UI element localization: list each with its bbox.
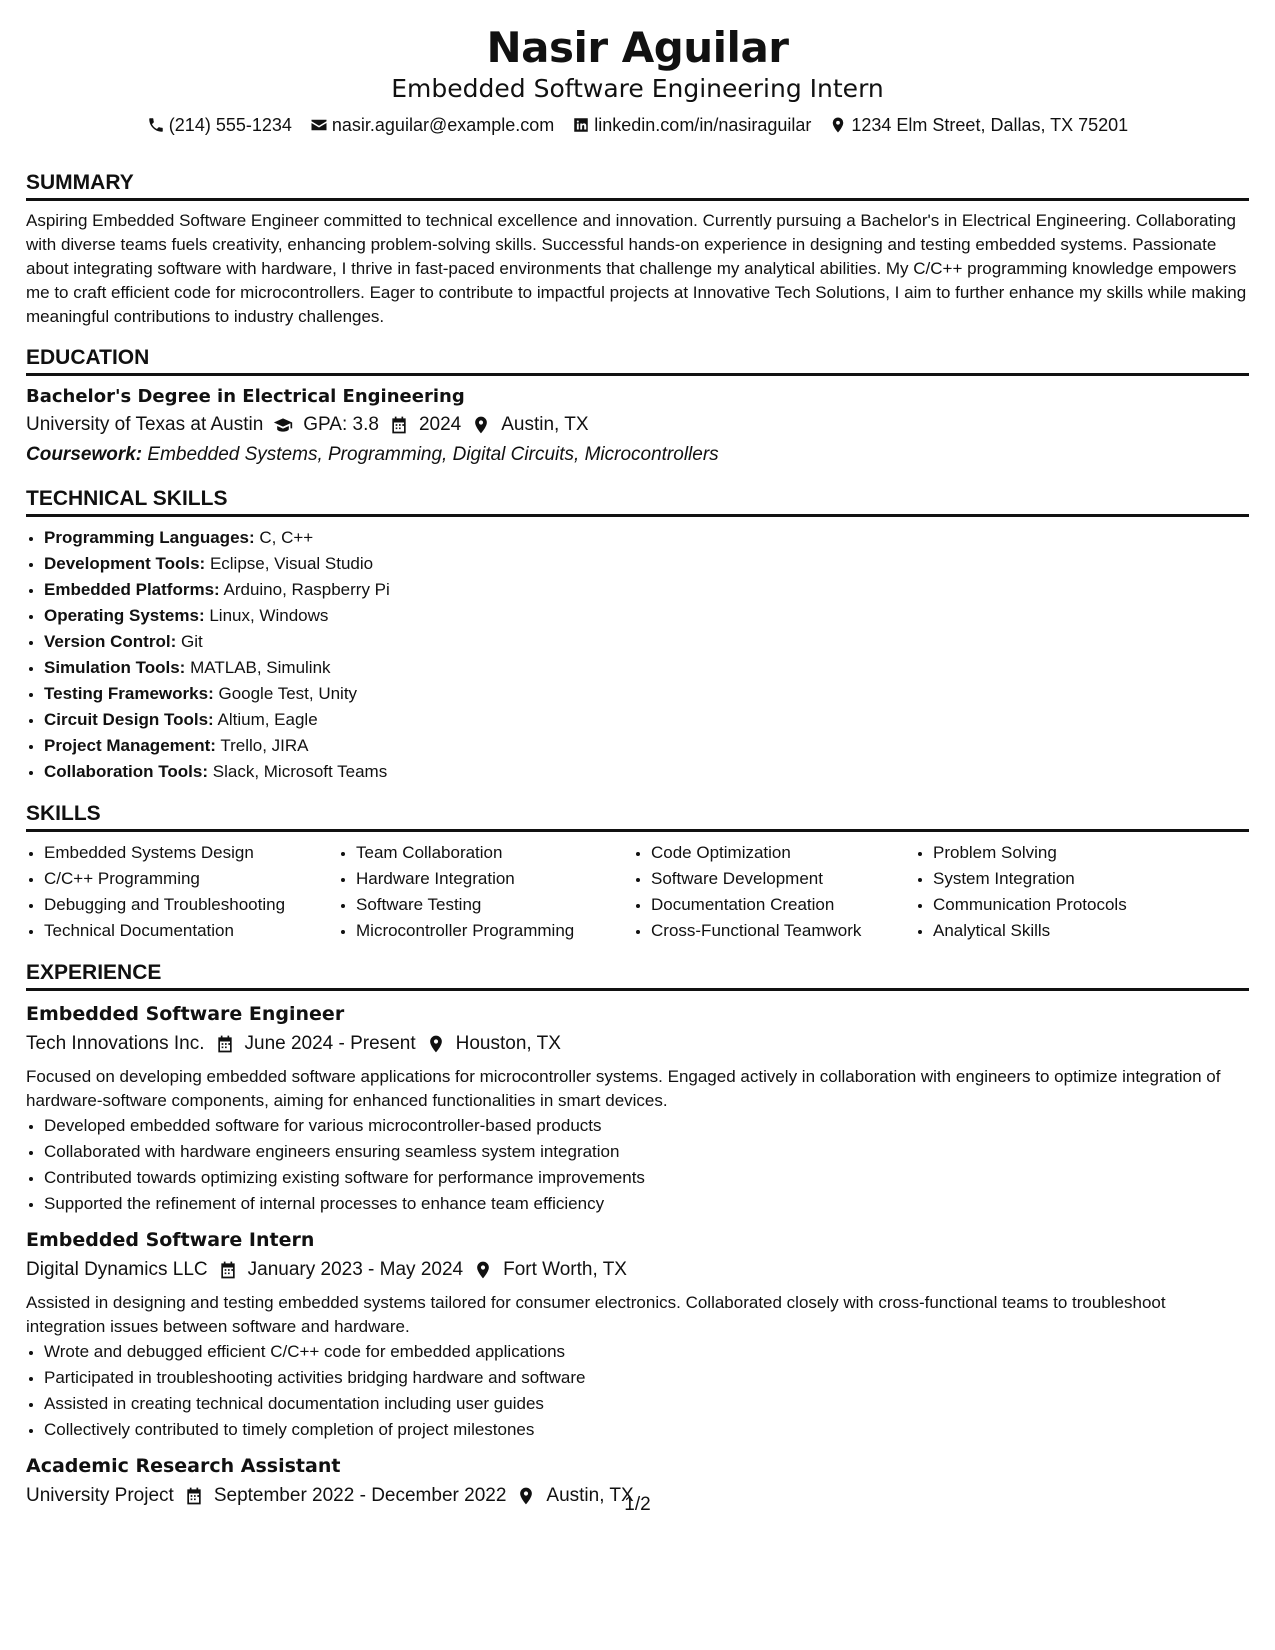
list-item: • Microcontroller Programming [356, 918, 633, 944]
degree-title: Bachelor's Degree in Electrical Engineering [26, 386, 465, 407]
graduation-cap-icon [273, 415, 293, 435]
job-meta [26, 1255, 1249, 1285]
skill-category: Operating Systems: [44, 606, 205, 625]
list-item: • Wrote and debugged efficient C/C++ code for embedded applications [44, 1339, 1249, 1365]
coursework-list: Embedded Systems, Programming, Digital Circuits, Microcontrollers [147, 444, 719, 465]
skill-category: Collaboration Tools: [44, 762, 209, 781]
job-dates: June 2024 - Present [244, 1033, 416, 1054]
list-item: • Participated in troubleshooting activities bridging hardware and software [44, 1365, 1249, 1391]
list-item [44, 707, 1249, 733]
resume-header [26, 22, 1249, 138]
list-item: • Hardware Integration [356, 866, 633, 892]
list-item [44, 629, 1249, 655]
calendar-icon [389, 415, 409, 435]
skills-column [338, 840, 633, 944]
list-item: • Developed embedded software for various microcontroller-based products [44, 1113, 1249, 1139]
job-dates: September 2022 - December 2022 [213, 1485, 507, 1506]
school-name: University of Texas at Austin [26, 414, 264, 435]
company-name: Tech Innovations Inc. [26, 1033, 205, 1054]
skills-heading: SKILLS [26, 799, 1249, 832]
skills-column [633, 840, 915, 944]
envelope-icon [310, 116, 328, 134]
list-item: • Cross-Functional Teamwork [651, 918, 915, 944]
list-item: • C/C++ Programming [44, 866, 338, 892]
skills-column [915, 840, 1233, 944]
skill-values: Google Test, Unity [218, 684, 358, 703]
skill-category: Development Tools: [44, 554, 206, 573]
skill-values: Eclipse, Visual Studio [209, 554, 374, 573]
job-description: Focused on developing embedded software applications for microcontroller systems. Engaged actively in collaboration with engineers to optimize integration of hardware-software components, aiming for enhanced functionalities in smart devices. [26, 1067, 1221, 1110]
skill-category: Embedded Platforms: [44, 580, 220, 599]
graduation-year: 2024 [418, 414, 462, 435]
job-bullets [26, 1339, 1249, 1443]
technical-skills-list [26, 525, 1249, 785]
experience-entry [26, 1225, 1249, 1443]
list-item: • Software Testing [356, 892, 633, 918]
contact-address-text: 1234 Elm Street, Dallas, TX 75201 [851, 115, 1129, 135]
company-name: Digital Dynamics LLC [26, 1259, 208, 1280]
list-item: • Assisted in creating technical documentation including user guides [44, 1391, 1249, 1417]
skills-column [26, 840, 338, 944]
job-bullets [26, 1113, 1249, 1217]
job-description: Assisted in designing and testing embedded systems tailored for consumer electronics. Collaborated closely with cross-functional teams to troubleshoot integration issues between software and hardware. [26, 1293, 1166, 1336]
contact-email[interactable] [310, 112, 554, 138]
skill-category: Simulation Tools: [44, 658, 186, 677]
company-name: University Project [26, 1485, 174, 1506]
job-location: Austin, TX [546, 1485, 634, 1506]
list-item: • Technical Documentation [44, 918, 338, 944]
skill-values: Git [180, 632, 203, 651]
contact-email-text: nasir.aguilar@example.com [331, 115, 555, 135]
list-item: • Problem Solving [933, 840, 1233, 866]
list-item: • Code Optimization [651, 840, 915, 866]
experience-entry [26, 999, 1249, 1217]
job-meta [26, 1029, 1249, 1059]
contact-row [26, 112, 1249, 138]
contact-phone-text: (214) 555-1234 [168, 115, 292, 135]
skill-values: Arduino, Raspberry Pi [223, 580, 390, 599]
list-item: • Debugging and Troubleshooting [44, 892, 338, 918]
list-item [44, 655, 1249, 681]
contact-linkedin[interactable] [572, 112, 811, 138]
skill-category: Testing Frameworks: [44, 684, 214, 703]
experience-section [26, 958, 1249, 1511]
skill-values: Linux, Windows [209, 606, 329, 625]
skill-values: Slack, Microsoft Teams [212, 762, 388, 781]
education-location: Austin, TX [501, 414, 589, 435]
coursework-label: Coursework: [26, 444, 143, 465]
candidate-name: Nasir Aguilar [486, 23, 789, 72]
list-item: • Collaborated with hardware engineers ensuring seamless system integration [44, 1139, 1249, 1165]
list-item: • Software Development [651, 866, 915, 892]
list-item: • Contributed towards optimizing existing software for performance improvements [44, 1165, 1249, 1191]
candidate-title: Embedded Software Engineering Intern [391, 74, 884, 103]
technical-skills-heading: TECHNICAL SKILLS [26, 484, 1249, 517]
map-pin-icon [471, 415, 491, 435]
job-location: Houston, TX [455, 1033, 561, 1054]
list-item: • Communication Protocols [933, 892, 1233, 918]
job-title: Academic Research Assistant [26, 1455, 341, 1477]
job-location: Fort Worth, TX [503, 1259, 627, 1280]
list-item [44, 551, 1249, 577]
contact-linkedin-text: linkedin.com/in/nasiraguilar [594, 115, 812, 135]
list-item: • Team Collaboration [356, 840, 633, 866]
skill-category: Version Control: [44, 632, 177, 651]
summary-text: Aspiring Embedded Software Engineer committed to technical excellence and innovation. Currently pursuing a Bachelor's in Electrical Engineering. Collaborating with diverse teams fuels creativity, enhancing problem-solving skills. Successful hands-on experience in designing and testing embedded systems. Passionate about integrating software with hardware, I thrive in fast-paced environments that challenge my analytical abilities. My C/C++ programming knowledge empowers me to craft efficient code for microcontrollers. Eager to contribute to impactful projects at Innovative Tech Solutions, I aim to further enhance my skills while making meaningful contributions to industry challenges. [26, 211, 1247, 326]
list-item: • Documentation Creation [651, 892, 915, 918]
skills-grid [26, 840, 1249, 944]
education-heading: EDUCATION [26, 343, 1249, 376]
skill-category: Project Management: [44, 736, 216, 755]
skill-values: MATLAB, Simulink [190, 658, 331, 677]
list-item [44, 681, 1249, 707]
page-number: 1/2 [624, 1494, 651, 1515]
gpa-value: GPA: 3.8 [303, 414, 379, 435]
list-item [44, 525, 1249, 551]
calendar-icon [218, 1260, 238, 1280]
list-item [44, 577, 1249, 603]
list-item: • Analytical Skills [933, 918, 1233, 944]
linkedin-icon [572, 116, 590, 134]
skill-values: C, C++ [259, 528, 314, 547]
coursework-line [26, 440, 1249, 470]
map-pin-icon [473, 1260, 493, 1280]
summary-section [26, 168, 1249, 329]
skills-section [26, 799, 1249, 944]
summary-heading: SUMMARY [26, 168, 1249, 201]
contact-phone[interactable] [147, 112, 292, 138]
job-title: Embedded Software Engineer [26, 1003, 345, 1025]
map-pin-icon [829, 116, 847, 134]
education-meta [26, 410, 1249, 440]
list-item: • Supported the refinement of internal processes to enhance team efficiency [44, 1191, 1249, 1217]
list-item [44, 603, 1249, 629]
skill-category: Circuit Design Tools: [44, 710, 214, 729]
skill-values: Altium, Eagle [217, 710, 318, 729]
education-section [26, 343, 1249, 470]
job-dates: January 2023 - May 2024 [247, 1259, 464, 1280]
map-pin-icon [426, 1034, 446, 1054]
calendar-icon [215, 1034, 235, 1054]
list-item: • Embedded Systems Design [44, 840, 338, 866]
list-item [44, 733, 1249, 759]
skill-values: Trello, JIRA [220, 736, 309, 755]
job-title: Embedded Software Intern [26, 1229, 315, 1251]
list-item [44, 759, 1249, 785]
technical-skills-section [26, 484, 1249, 785]
experience-heading: EXPERIENCE [26, 958, 1249, 991]
list-item: • System Integration [933, 866, 1233, 892]
list-item: • Collectively contributed to timely completion of project milestones [44, 1417, 1249, 1443]
skill-category: Programming Languages: [44, 528, 255, 547]
phone-icon [147, 116, 165, 134]
contact-address [829, 112, 1128, 138]
